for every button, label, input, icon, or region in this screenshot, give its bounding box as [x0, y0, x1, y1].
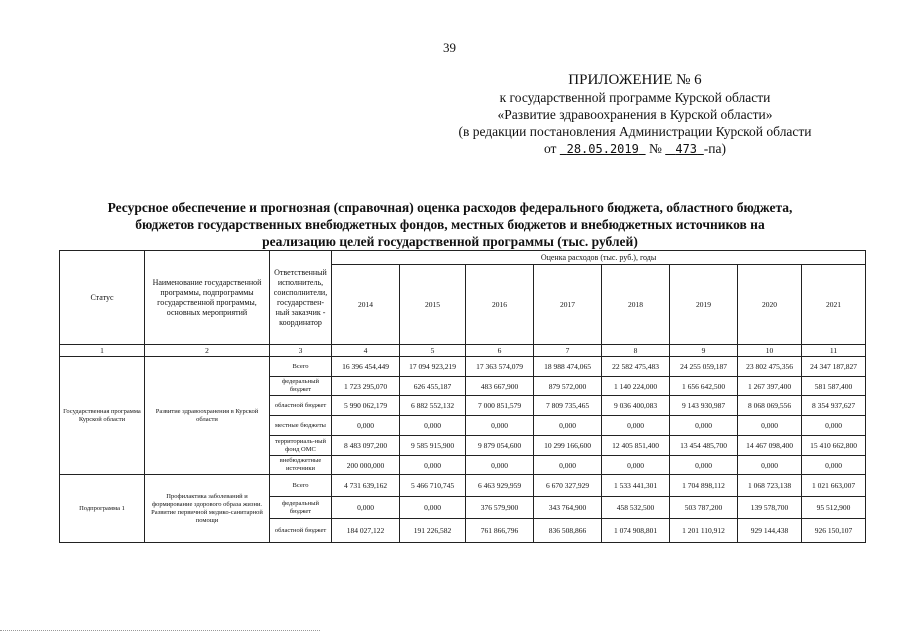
cell-value: 376 579,900: [466, 497, 534, 519]
cell-value: 10 299 166,600: [534, 436, 602, 456]
heading-line-2: бюджетов государственных внебюджетных фондов, местных бюджетов и внебюджетных источников на: [135, 217, 765, 232]
cell-value: 6 882 552,132: [400, 396, 466, 416]
header-year-2021: 2021: [802, 265, 866, 345]
cell-value: 14 467 098,400: [738, 436, 802, 456]
budget-table: [59, 250, 866, 543]
header-year-2020: 2020: [738, 265, 802, 345]
column-index: 11: [802, 345, 866, 357]
cell-value: 836 508,866: [534, 519, 602, 543]
cell-value: 1 533 441,301: [602, 475, 670, 497]
row-status: Государственная программа Курской области: [60, 357, 145, 475]
cell-value: 191 226,582: [400, 519, 466, 543]
cell-value: 0,000: [400, 416, 466, 436]
cell-value: 8 068 069,556: [738, 396, 802, 416]
header-name: Наименование государственной программы, подпрограммы государственной программы, основных мероприятий: [145, 251, 270, 345]
cell-value: 1 704 898,112: [670, 475, 738, 497]
cell-value: 0,000: [534, 416, 602, 436]
cell-value: 1 140 224,000: [602, 377, 670, 396]
column-index: 5: [400, 345, 466, 357]
row-funding-source: территориаль-ный фонд ОМС: [270, 436, 332, 456]
cell-value: 0,000: [602, 416, 670, 436]
cell-value: 22 582 475,483: [602, 357, 670, 377]
header-year-2015: 2015: [400, 265, 466, 345]
column-index: 3: [270, 345, 332, 357]
row-funding-source: областной бюджет: [270, 396, 332, 416]
cell-value: 12 405 851,400: [602, 436, 670, 456]
cell-value: 0,000: [802, 416, 866, 436]
appendix-block: [425, 72, 845, 158]
cell-value: 17 363 574,079: [466, 357, 534, 377]
cell-value: 0,000: [534, 456, 602, 475]
cell-value: 0,000: [466, 416, 534, 436]
cell-value: 0,000: [802, 456, 866, 475]
row-funding-source: федеральный бюджет: [270, 497, 332, 519]
row-funding-source: местные бюджеты: [270, 416, 332, 436]
cell-value: 8 483 097,200: [332, 436, 400, 456]
cell-value: 626 455,187: [400, 377, 466, 396]
row-status: Подпрограмма 1: [60, 475, 145, 543]
cell-value: 9 036 400,083: [602, 396, 670, 416]
appendix-line-2: «Развитие здравоохранения в Курской области»: [497, 107, 773, 122]
cell-value: 879 572,000: [534, 377, 602, 396]
cell-value: 1 068 723,138: [738, 475, 802, 497]
cell-value: 343 764,900: [534, 497, 602, 519]
row-funding-source: внебюджетные источники: [270, 456, 332, 475]
header-year-2019: 2019: [670, 265, 738, 345]
column-index: 8: [602, 345, 670, 357]
cell-value: 139 578,700: [738, 497, 802, 519]
cell-value: 18 988 474,065: [534, 357, 602, 377]
cell-value: 8 354 937,627: [802, 396, 866, 416]
cell-value: 0,000: [670, 456, 738, 475]
cell-value: 458 532,500: [602, 497, 670, 519]
column-index: 10: [738, 345, 802, 357]
cell-value: 16 396 454,449: [332, 357, 400, 377]
cell-value: 581 587,400: [802, 377, 866, 396]
cell-value: 0,000: [602, 456, 670, 475]
column-index: 9: [670, 345, 738, 357]
appendix-title: ПРИЛОЖЕНИЕ № 6: [568, 72, 702, 88]
row-funding-source: областной бюджет: [270, 519, 332, 543]
cell-value: 7 000 851,579: [466, 396, 534, 416]
column-index: 2: [145, 345, 270, 357]
document-heading: [40, 199, 860, 250]
heading-line-3: реализацию целей государственной программы (тыс. рублей): [262, 234, 638, 249]
cell-value: 0,000: [466, 456, 534, 475]
row-funding-source: федеральный бюджет: [270, 377, 332, 396]
table-row: [60, 475, 866, 497]
cell-value: 1 656 642,500: [670, 377, 738, 396]
cell-value: 7 809 735,465: [534, 396, 602, 416]
cell-value: 0,000: [332, 497, 400, 519]
cell-value: 0,000: [332, 416, 400, 436]
cell-value: 6 463 929,959: [466, 475, 534, 497]
header-executor: Ответственный исполнитель, соисполнители, государствен-ный заказчик - координатор: [270, 251, 332, 345]
cell-value: 5 990 062,179: [332, 396, 400, 416]
cell-value: 1 723 295,070: [332, 377, 400, 396]
cell-value: 23 802 475,356: [738, 357, 802, 377]
row-funding-source: Всего: [270, 357, 332, 377]
cell-value: 5 466 710,745: [400, 475, 466, 497]
cell-value: 17 094 923,219: [400, 357, 466, 377]
cell-value: 24 347 187,827: [802, 357, 866, 377]
row-program-name: Профилактика заболеваний и формирование здорового образа жизни. Развитие первичной медико-санитарной помощи: [145, 475, 270, 543]
cell-value: 503 787,200: [670, 497, 738, 519]
appendix-line-1: к государственной программе Курской области: [499, 90, 771, 105]
cell-value: 6 670 327,929: [534, 475, 602, 497]
from-prefix: от: [543, 141, 557, 156]
cell-value: 200 000,000: [332, 456, 400, 475]
column-index: 6: [466, 345, 534, 357]
column-index: 1: [60, 345, 145, 357]
cell-value: 4 731 639,162: [332, 475, 400, 497]
column-index: 4: [332, 345, 400, 357]
cell-value: 0,000: [400, 497, 466, 519]
row-funding-source: Всего: [270, 475, 332, 497]
heading-line-1: Ресурсное обеспечение и прогнозная (справочная) оценка расходов федерального бюджета, областного бюджета,: [107, 200, 793, 215]
row-program-name: Развитие здравоохранения в Курской области: [145, 357, 270, 475]
cell-value: 926 150,107: [802, 519, 866, 543]
header-year-2016: 2016: [466, 265, 534, 345]
appendix-line-3: (в редакции постановления Администрации Курской области: [458, 124, 812, 139]
cell-value: 9 879 054,600: [466, 436, 534, 456]
cell-value: 0,000: [738, 416, 802, 436]
cell-value: 1 267 397,400: [738, 377, 802, 396]
cell-value: 15 410 662,800: [802, 436, 866, 456]
cell-value: 1 201 110,912: [670, 519, 738, 543]
cell-value: 1 021 663,007: [802, 475, 866, 497]
number-prefix: №: [648, 141, 662, 156]
decree-date: 28.05.2019: [566, 142, 639, 156]
cell-value: 929 144,438: [738, 519, 802, 543]
column-index: 7: [534, 345, 602, 357]
decree-suffix: -па): [703, 141, 727, 156]
footer-divider: [0, 630, 320, 632]
appendix-date-line: [425, 140, 845, 158]
header-year-2018: 2018: [602, 265, 670, 345]
cell-value: 13 454 485,700: [670, 436, 738, 456]
cell-value: 0,000: [670, 416, 738, 436]
header-year-2017: 2017: [534, 265, 602, 345]
header-estimate: Оценка расходов (тыс. руб.), годы: [332, 251, 866, 265]
cell-value: 9 143 930,987: [670, 396, 738, 416]
cell-value: 1 074 908,801: [602, 519, 670, 543]
cell-value: 24 255 059,187: [670, 357, 738, 377]
table-row: [60, 357, 866, 377]
header-year-2014: 2014: [332, 265, 400, 345]
cell-value: 184 027,122: [332, 519, 400, 543]
page-number: 39: [443, 40, 456, 55]
cell-value: 483 667,900: [466, 377, 534, 396]
cell-value: 0,000: [400, 456, 466, 475]
cell-value: 9 585 915,900: [400, 436, 466, 456]
cell-value: 761 866,796: [466, 519, 534, 543]
header-status: Статус: [60, 251, 145, 345]
cell-value: 0,000: [738, 456, 802, 475]
decree-number: 473: [675, 142, 698, 156]
cell-value: 95 512,900: [802, 497, 866, 519]
